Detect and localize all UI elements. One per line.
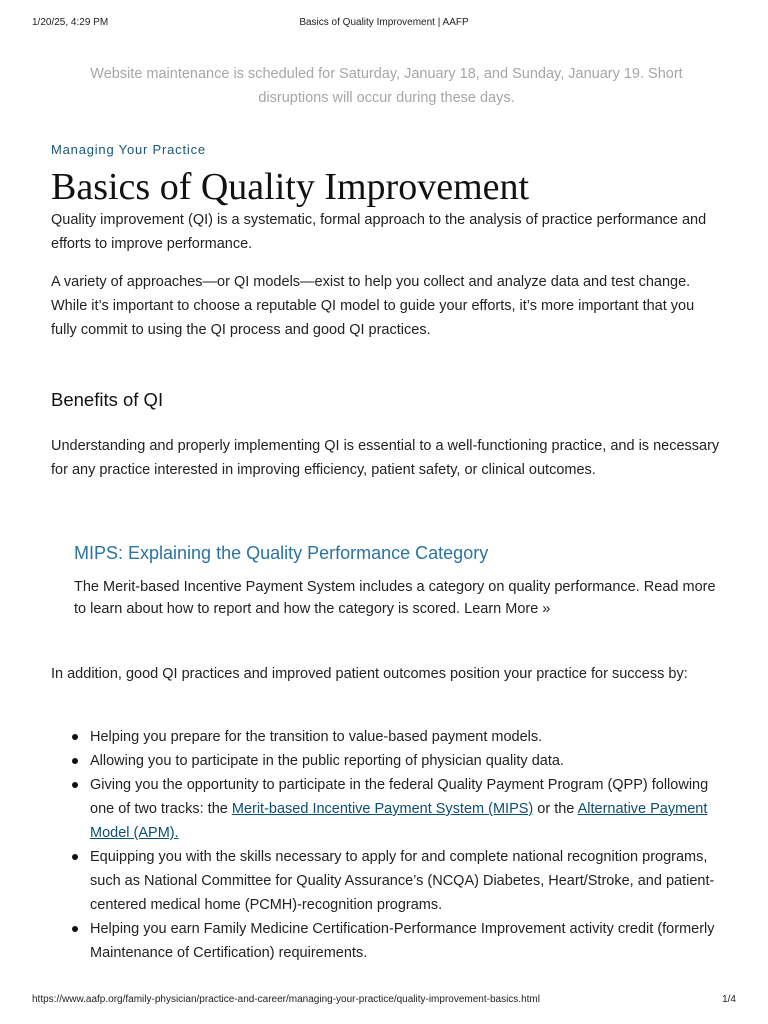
success-intro-paragraph: In addition, good QI practices and improved patient outcomes position your practice for success by: xyxy=(51,666,688,682)
apm-link[interactable]: Alternative Payment Model (APM). xyxy=(90,801,708,841)
bullet-icon xyxy=(72,854,78,860)
page-title: Basics of Quality Improvement xyxy=(51,166,530,208)
list-item xyxy=(90,773,722,845)
print-footer xyxy=(32,994,736,1008)
bullet-icon xyxy=(72,734,78,740)
list-item-text: Giving you the opportunity to participate in the federal Quality Payment Program (QPP) following one of two tracks: the xyxy=(90,777,709,817)
list-item xyxy=(90,749,722,773)
print-url: https://www.aafp.org/family-physician/practice-and-career/managing-your-practice/quality-improvement-basics.html xyxy=(32,994,540,1005)
maintenance-banner: Website maintenance is scheduled for Saturday, January 18, and Sunday, January 19. Short disruptions will occur during these days. xyxy=(90,66,683,106)
bullet-icon xyxy=(72,782,78,788)
callout-body-text: The Merit-based Incentive Payment System includes a category on quality performance. Read more to learn about how to report and how the category is scored. xyxy=(74,579,716,617)
print-header xyxy=(32,17,736,31)
page-number: 1/4 xyxy=(722,994,736,1005)
list-item xyxy=(90,725,722,749)
mips-callout xyxy=(74,540,722,620)
benefits-heading: Benefits of QI xyxy=(51,389,164,410)
mips-link[interactable]: Merit-based Incentive Payment System (MIPS) xyxy=(231,801,534,817)
list-item-text: Allowing you to participate in the public reporting of physician quality data. xyxy=(90,753,564,769)
list-item-text: Helping you prepare for the transition to value-based payment models. xyxy=(90,729,543,745)
list-item xyxy=(90,917,722,965)
print-page-title: Basics of Quality Improvement | AAFP xyxy=(299,17,469,28)
list-item-text: Helping you earn Family Medicine Certification-Performance Improvement activity credit (formerly Maintenance of Certification) requirements. xyxy=(90,921,715,961)
callout-body xyxy=(74,576,722,620)
print-datetime: 1/20/25, 4:29 PM xyxy=(32,17,109,28)
list-item-text: or the xyxy=(533,801,578,817)
bullet-icon xyxy=(72,758,78,764)
list-item-text: Equipping you with the skills necessary to apply for and complete national recognition programs, such as National Committee for Quality Assurance’s (NCQA) Diabetes, Heart/Stroke, and patient-centered medical home (PCMH)-recognition programs. xyxy=(90,849,715,913)
intro-paragraph: Quality improvement (QI) is a systematic, formal approach to the analysis of practice performance and efforts to improve performance. xyxy=(51,212,707,252)
approaches-paragraph: A variety of approaches—or QI models—exist to help you collect and analyze data and test change. While it’s important to choose a reputable QI model to guide your efforts, it’s more important that you fully commit to using the QI process and good QI practices. xyxy=(51,274,695,338)
benefits-list xyxy=(51,725,722,965)
bullet-icon xyxy=(72,926,78,932)
learn-more-link[interactable]: Learn More » xyxy=(464,601,551,617)
category-link[interactable]: Managing Your Practice xyxy=(51,142,206,157)
benefits-paragraph: Understanding and properly implementing QI is essential to a well-functioning practice, and is necessary for any practice interested in improving efficiency, patient safety, or clinical outcomes. xyxy=(51,438,720,478)
callout-title-link[interactable]: MIPS: Explaining the Quality Performance Category xyxy=(74,543,489,563)
list-item xyxy=(90,845,722,917)
